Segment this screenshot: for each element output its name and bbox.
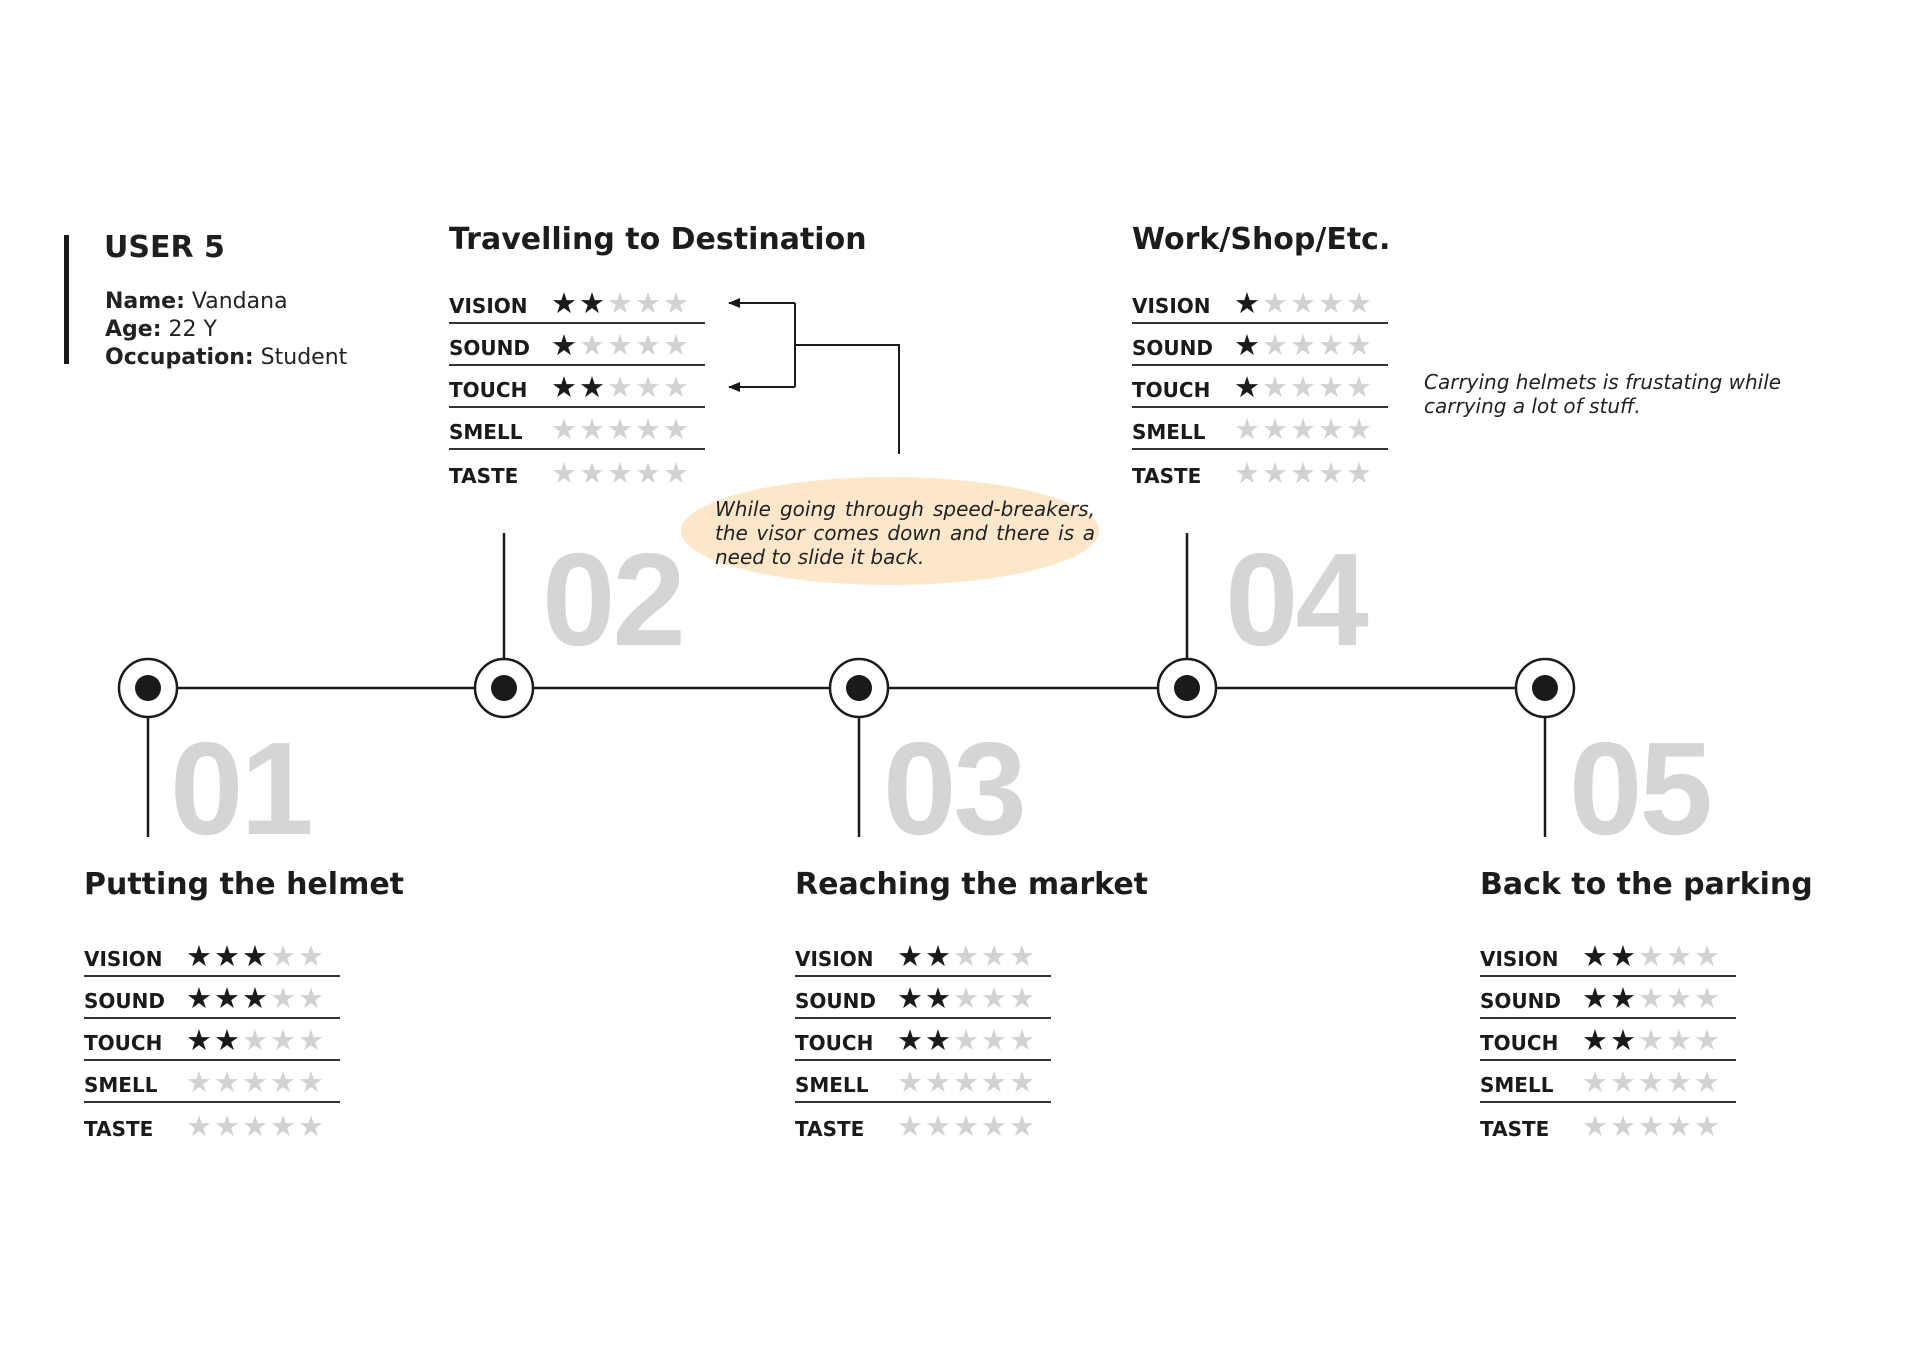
star-icon: ★ xyxy=(1262,456,1290,490)
rating-row-taste xyxy=(449,450,705,492)
star-icon: ★ xyxy=(1582,1065,1610,1099)
star-icon: ★ xyxy=(1638,1065,1666,1099)
rating-row-sound xyxy=(84,977,340,1019)
star-icon: ★ xyxy=(1694,1109,1722,1143)
rating-row-vision xyxy=(1480,935,1736,977)
star-icon: ★ xyxy=(607,456,635,490)
rating-label: TASTE xyxy=(1480,1117,1550,1141)
rating-label: TOUCH xyxy=(84,1031,163,1055)
star-icon: ★ xyxy=(925,939,953,973)
rating-row-smell xyxy=(1480,1061,1736,1103)
star-rating xyxy=(897,983,1037,1013)
rating-label: SMELL xyxy=(1480,1073,1554,1097)
star-icon: ★ xyxy=(1290,286,1318,320)
timeline-node-02 xyxy=(475,659,533,717)
rating-label: TASTE xyxy=(84,1117,154,1141)
star-icon: ★ xyxy=(897,1109,925,1143)
star-icon: ★ xyxy=(242,981,270,1015)
star-icon: ★ xyxy=(242,1023,270,1057)
star-rating xyxy=(1234,288,1374,318)
star-icon: ★ xyxy=(981,939,1009,973)
rating-row-touch xyxy=(795,1019,1051,1061)
star-icon: ★ xyxy=(214,1109,242,1143)
star-icon: ★ xyxy=(1234,456,1262,490)
star-rating xyxy=(186,941,326,971)
user-age: 22 Y xyxy=(168,317,217,342)
ratings-stage-05 xyxy=(1480,935,1736,1145)
star-icon: ★ xyxy=(1290,370,1318,404)
star-icon: ★ xyxy=(1666,981,1694,1015)
star-icon: ★ xyxy=(214,1065,242,1099)
star-rating xyxy=(186,1111,326,1141)
star-icon: ★ xyxy=(242,939,270,973)
star-icon: ★ xyxy=(186,939,214,973)
ratings-stage-01 xyxy=(84,935,340,1145)
star-icon: ★ xyxy=(1318,456,1346,490)
star-icon: ★ xyxy=(551,370,579,404)
user-title: USER 5 xyxy=(104,230,225,265)
star-icon: ★ xyxy=(186,1023,214,1057)
star-icon: ★ xyxy=(635,286,663,320)
star-icon: ★ xyxy=(1262,286,1290,320)
star-icon: ★ xyxy=(1234,412,1262,446)
star-icon: ★ xyxy=(1009,939,1037,973)
rating-label: SOUND xyxy=(795,989,876,1013)
star-icon: ★ xyxy=(925,1023,953,1057)
star-icon: ★ xyxy=(1318,412,1346,446)
star-rating xyxy=(1582,1067,1722,1097)
rating-row-smell xyxy=(449,408,705,450)
star-icon: ★ xyxy=(635,328,663,362)
star-icon: ★ xyxy=(186,981,214,1015)
star-icon: ★ xyxy=(1582,1109,1610,1143)
star-icon: ★ xyxy=(186,1109,214,1143)
rating-label: TASTE xyxy=(795,1117,865,1141)
star-icon: ★ xyxy=(579,456,607,490)
star-icon: ★ xyxy=(1582,939,1610,973)
star-rating xyxy=(1234,330,1374,360)
star-icon: ★ xyxy=(1638,981,1666,1015)
star-icon: ★ xyxy=(1582,1023,1610,1057)
star-icon: ★ xyxy=(270,1065,298,1099)
star-rating xyxy=(1234,458,1374,488)
star-icon: ★ xyxy=(1234,328,1262,362)
timeline-node-05 xyxy=(1516,659,1574,717)
star-icon: ★ xyxy=(1610,939,1638,973)
star-icon: ★ xyxy=(270,939,298,973)
star-icon: ★ xyxy=(579,370,607,404)
star-icon: ★ xyxy=(298,1023,326,1057)
ratings-stage-04 xyxy=(1132,282,1388,492)
ratings-stage-02 xyxy=(449,282,705,492)
star-icon: ★ xyxy=(1694,1023,1722,1057)
star-icon: ★ xyxy=(1009,1023,1037,1057)
star-icon: ★ xyxy=(925,981,953,1015)
star-icon: ★ xyxy=(607,370,635,404)
star-icon: ★ xyxy=(1290,456,1318,490)
star-rating xyxy=(1234,414,1374,444)
star-icon: ★ xyxy=(981,1023,1009,1057)
rating-row-touch xyxy=(84,1019,340,1061)
stage-number-05: 05 xyxy=(1569,715,1710,862)
star-rating xyxy=(1582,1111,1722,1141)
star-rating xyxy=(897,1067,1037,1097)
star-icon: ★ xyxy=(925,1065,953,1099)
age-label: Age: xyxy=(105,317,162,342)
rating-label: TASTE xyxy=(1132,464,1202,488)
star-rating xyxy=(1582,983,1722,1013)
stage-number-03: 03 xyxy=(883,715,1024,862)
star-icon: ★ xyxy=(1694,939,1722,973)
stage-number-02: 02 xyxy=(542,526,683,673)
star-rating xyxy=(551,372,691,402)
star-icon: ★ xyxy=(1666,939,1694,973)
star-icon: ★ xyxy=(1638,1109,1666,1143)
star-icon: ★ xyxy=(270,1023,298,1057)
star-icon: ★ xyxy=(1318,370,1346,404)
star-icon: ★ xyxy=(270,981,298,1015)
star-icon: ★ xyxy=(551,328,579,362)
star-icon: ★ xyxy=(1234,286,1262,320)
timeline-node-03 xyxy=(830,659,888,717)
star-icon: ★ xyxy=(981,1065,1009,1099)
star-rating xyxy=(897,941,1037,971)
rating-label: SOUND xyxy=(1480,989,1561,1013)
stage-title-01: Putting the helmet xyxy=(84,867,405,902)
rating-label: VISION xyxy=(449,294,528,318)
user-occupation: Student xyxy=(260,345,348,370)
rating-label: SOUND xyxy=(1132,336,1213,360)
rating-row-taste xyxy=(795,1103,1051,1145)
star-icon: ★ xyxy=(897,1023,925,1057)
star-icon: ★ xyxy=(663,456,691,490)
star-icon: ★ xyxy=(1318,286,1346,320)
rating-label: SOUND xyxy=(84,989,165,1013)
ratings-stage-03 xyxy=(795,935,1051,1145)
star-icon: ★ xyxy=(551,456,579,490)
timeline-node-04 xyxy=(1158,659,1216,717)
star-icon: ★ xyxy=(1346,412,1374,446)
star-icon: ★ xyxy=(551,412,579,446)
rating-row-vision xyxy=(449,282,705,324)
rating-row-sound xyxy=(795,977,1051,1019)
rating-row-taste xyxy=(1132,450,1388,492)
star-icon: ★ xyxy=(1262,328,1290,362)
star-rating xyxy=(551,414,691,444)
rating-label: TOUCH xyxy=(1132,378,1211,402)
star-icon: ★ xyxy=(242,1109,270,1143)
star-icon: ★ xyxy=(1610,981,1638,1015)
rating-row-vision xyxy=(1132,282,1388,324)
star-icon: ★ xyxy=(981,981,1009,1015)
star-icon: ★ xyxy=(1346,286,1374,320)
rating-label: VISION xyxy=(1480,947,1559,971)
timeline-node-01 xyxy=(119,659,177,717)
star-icon: ★ xyxy=(1009,1065,1037,1099)
rating-label: SMELL xyxy=(1132,420,1206,444)
rating-row-smell xyxy=(795,1061,1051,1103)
rating-row-vision xyxy=(84,935,340,977)
rating-label: SMELL xyxy=(449,420,523,444)
star-rating xyxy=(186,1067,326,1097)
rating-row-touch xyxy=(1132,366,1388,408)
rating-row-sound xyxy=(1132,324,1388,366)
star-icon: ★ xyxy=(897,939,925,973)
star-icon: ★ xyxy=(1290,328,1318,362)
star-rating xyxy=(186,1025,326,1055)
star-icon: ★ xyxy=(635,412,663,446)
rating-label: TOUCH xyxy=(795,1031,874,1055)
stage-title-02: Travelling to Destination xyxy=(449,222,867,257)
rating-row-taste xyxy=(1480,1103,1736,1145)
star-icon: ★ xyxy=(1009,1109,1037,1143)
star-icon: ★ xyxy=(1262,370,1290,404)
rating-label: TASTE xyxy=(449,464,519,488)
star-icon: ★ xyxy=(579,286,607,320)
star-icon: ★ xyxy=(298,1065,326,1099)
star-icon: ★ xyxy=(1666,1109,1694,1143)
star-icon: ★ xyxy=(925,1109,953,1143)
rating-label: SOUND xyxy=(449,336,530,360)
star-rating xyxy=(1582,1025,1722,1055)
star-icon: ★ xyxy=(1610,1023,1638,1057)
rating-row-touch xyxy=(449,366,705,408)
star-icon: ★ xyxy=(663,328,691,362)
star-icon: ★ xyxy=(1638,1023,1666,1057)
stage-title-05: Back to the parking xyxy=(1480,867,1813,902)
star-icon: ★ xyxy=(298,939,326,973)
star-rating xyxy=(551,458,691,488)
user-occupation-line xyxy=(105,345,347,370)
stage-title-04: Work/Shop/Etc. xyxy=(1132,222,1391,257)
star-icon: ★ xyxy=(1610,1109,1638,1143)
star-icon: ★ xyxy=(1638,939,1666,973)
star-icon: ★ xyxy=(186,1065,214,1099)
star-icon: ★ xyxy=(214,939,242,973)
stage-number-01: 01 xyxy=(170,715,311,862)
star-icon: ★ xyxy=(270,1109,298,1143)
star-icon: ★ xyxy=(953,1065,981,1099)
star-icon: ★ xyxy=(1346,370,1374,404)
star-icon: ★ xyxy=(298,981,326,1015)
rating-label: TOUCH xyxy=(1480,1031,1559,1055)
rating-label: VISION xyxy=(1132,294,1211,318)
star-icon: ★ xyxy=(1694,981,1722,1015)
name-label: Name: xyxy=(105,289,185,314)
rating-label: SMELL xyxy=(795,1073,869,1097)
star-icon: ★ xyxy=(663,370,691,404)
star-icon: ★ xyxy=(1290,412,1318,446)
star-icon: ★ xyxy=(897,981,925,1015)
star-rating xyxy=(1234,372,1374,402)
star-icon: ★ xyxy=(1234,370,1262,404)
star-icon: ★ xyxy=(214,981,242,1015)
occupation-label: Occupation: xyxy=(105,345,254,370)
star-icon: ★ xyxy=(981,1109,1009,1143)
star-rating xyxy=(1582,941,1722,971)
star-rating xyxy=(186,983,326,1013)
star-icon: ★ xyxy=(214,1023,242,1057)
star-icon: ★ xyxy=(1694,1065,1722,1099)
stage-title-03: Reaching the market xyxy=(795,867,1149,902)
star-rating xyxy=(897,1111,1037,1141)
star-icon: ★ xyxy=(1346,328,1374,362)
user-name-line xyxy=(105,289,288,314)
rating-label: SMELL xyxy=(84,1073,158,1097)
star-icon: ★ xyxy=(953,981,981,1015)
star-icon: ★ xyxy=(1262,412,1290,446)
star-icon: ★ xyxy=(635,370,663,404)
star-icon: ★ xyxy=(1610,1065,1638,1099)
note-text-02: While going through speed-breakers, the visor comes down and there is a need to slide it back. xyxy=(715,497,1095,569)
star-icon: ★ xyxy=(298,1109,326,1143)
star-icon: ★ xyxy=(551,286,579,320)
star-icon: ★ xyxy=(579,412,607,446)
star-icon: ★ xyxy=(1666,1065,1694,1099)
star-icon: ★ xyxy=(1666,1023,1694,1057)
star-icon: ★ xyxy=(953,939,981,973)
star-icon: ★ xyxy=(1009,981,1037,1015)
rating-row-smell xyxy=(84,1061,340,1103)
user-age-line xyxy=(105,317,217,342)
star-rating xyxy=(897,1025,1037,1055)
star-icon: ★ xyxy=(607,412,635,446)
star-icon: ★ xyxy=(953,1109,981,1143)
rating-row-smell xyxy=(1132,408,1388,450)
star-icon: ★ xyxy=(1582,981,1610,1015)
star-icon: ★ xyxy=(242,1065,270,1099)
rating-row-vision xyxy=(795,935,1051,977)
star-icon: ★ xyxy=(607,286,635,320)
rating-label: TOUCH xyxy=(449,378,528,402)
star-icon: ★ xyxy=(663,286,691,320)
star-icon: ★ xyxy=(1318,328,1346,362)
star-icon: ★ xyxy=(635,456,663,490)
star-icon: ★ xyxy=(897,1065,925,1099)
rating-label: VISION xyxy=(84,947,163,971)
note-text-04: Carrying helmets is frustating while carrying a lot of stuff. xyxy=(1424,370,1782,418)
star-icon: ★ xyxy=(953,1023,981,1057)
rating-row-taste xyxy=(84,1103,340,1145)
rating-row-sound xyxy=(449,324,705,366)
callout-connector-02 xyxy=(729,303,899,454)
star-icon: ★ xyxy=(1346,456,1374,490)
user-accent-bar xyxy=(64,235,69,364)
stage-number-04: 04 xyxy=(1225,526,1366,673)
rating-row-touch xyxy=(1480,1019,1736,1061)
star-icon: ★ xyxy=(607,328,635,362)
star-rating xyxy=(551,330,691,360)
star-icon: ★ xyxy=(663,412,691,446)
rating-row-sound xyxy=(1480,977,1736,1019)
user-name: Vandana xyxy=(191,289,288,314)
star-icon: ★ xyxy=(579,328,607,362)
star-rating xyxy=(551,288,691,318)
rating-label: VISION xyxy=(795,947,874,971)
